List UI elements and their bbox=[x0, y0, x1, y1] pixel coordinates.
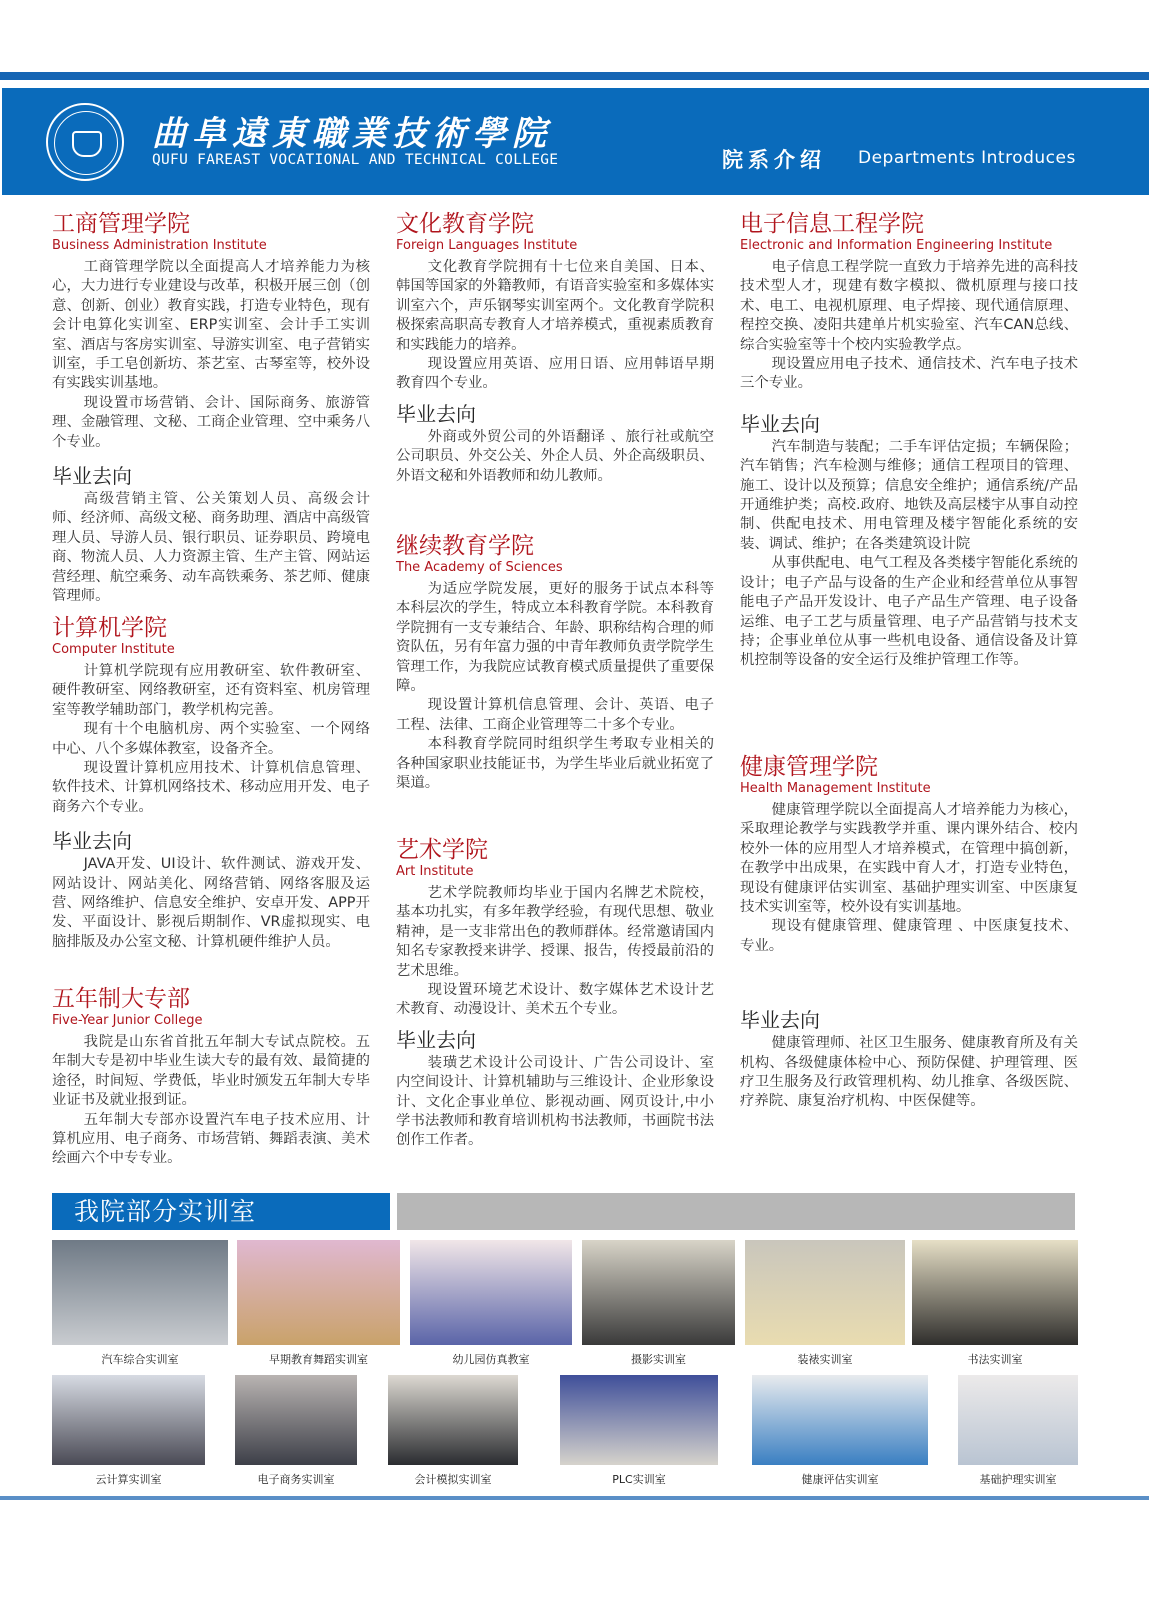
department-section bbox=[52, 614, 370, 952]
department-subtitle-en: Business Administration Institute bbox=[52, 238, 267, 253]
training-room-image bbox=[52, 1240, 228, 1345]
training-room-image bbox=[560, 1375, 718, 1465]
department-description: 现设置市场营销、会计、国际商务、旅游管理、金融管理、文秘、工商企业管理、空中乘务八个专业。 bbox=[52, 394, 370, 450]
department-description: 现设有健康管理、健康管理 、中医康复技术、专业。 bbox=[740, 918, 1078, 954]
career-description: 外商或外贸公司的外语翻译 、旅行社或航空公司职员、外交公关、外企人员、外企高级职员、外语文秘和外语教师和幼儿教师。 bbox=[396, 428, 714, 484]
department-description: 五年制大专部亦设置汽车电子技术应用、计算机应用、电子商务、市场营销、舞蹈表演、美术绘画六个中专专业。 bbox=[52, 1111, 370, 1167]
training-room-caption: 电子商务实训室 bbox=[257, 1473, 335, 1486]
heading-gray-bar bbox=[397, 1193, 1075, 1230]
department-title: 工商管理学院 bbox=[52, 211, 190, 237]
career-heading: 毕业去向 bbox=[740, 411, 820, 436]
department-description: 工商管理学院以全面提高人才培养能力为核心，大力进行专业建设与改革，积极开展三创（创意、创新、创业）教育实践，打造专业特色，现有会计电算化实训室、ERP实训室、会计手工实训室、酒店与客房实训室、导游实训室、电子营销实训室，手工皂创新坊、茶艺室、古琴室等，校外设有实践实训基地。 bbox=[52, 259, 370, 392]
training-room-photo bbox=[235, 1375, 357, 1487]
training-room-photo bbox=[560, 1375, 718, 1487]
department-description: 现设置计算机应用技术、计算机信息管理、软件技术、计算机网络技术、移动应用开发、电子商务六个专业。 bbox=[52, 760, 370, 815]
career-description: 健康管理师、社区卫生服务、健康教育所及有关机构、各级健康体检中心、预防保健、护理管理、医疗卫生服务及行政管理机构、幼儿推拿、各级医院、疗养院、康复治疗机构、中医保健等。 bbox=[740, 1035, 1078, 1110]
training-room-image bbox=[582, 1240, 735, 1345]
department-section bbox=[740, 210, 1078, 671]
training-room-caption: 健康评估实训室 bbox=[801, 1473, 879, 1486]
department-description: 我院是山东省首批五年制大专试点院校。五年制大专是初中毕业生读大专的最有效、最简捷的途径，时间短、学费低，毕业时颁发五年制大专毕业证书及就业报到证。 bbox=[52, 1034, 370, 1109]
section-title-en: Departments Introduces bbox=[858, 148, 1076, 168]
department-description: 计算机学院现有应用教研室、软件教研室、硬件教研室、网络教研室，还有资料室、机房管理室等教学辅助部门，教学机构完善。 bbox=[52, 663, 370, 718]
top-divider bbox=[0, 72, 1149, 80]
department-subtitle-en: Computer Institute bbox=[52, 642, 175, 657]
training-room-image bbox=[388, 1375, 518, 1465]
career-description: 从事供配电、电气工程及各类楼宇智能化系统的设计；电子产品与设备的生产企业和经营单位从事智能电子产品开发设计、电子产品生产管理、电子设备运维、电子工艺与质量管理、电子产品营销与技术支持；企事业单位从事一些机电设备、通信设备及计算机控制等设备的安全运行及维护管理工作等。 bbox=[740, 555, 1078, 669]
career-heading: 毕业去向 bbox=[52, 464, 132, 489]
department-subtitle-en: Health Management Institute bbox=[740, 781, 931, 796]
training-room-photo bbox=[958, 1375, 1078, 1487]
training-room-photo bbox=[237, 1240, 400, 1367]
department-title: 健康管理学院 bbox=[740, 754, 878, 780]
training-room-caption: 装裱实训室 bbox=[797, 1353, 853, 1366]
career-description: 装璜艺术设计公司设计、广告公司设计、室内空间设计、计算机辅助与三维设计、企业形象设计、文化企事业单位、影视动画、网页设计,中小学书法教师和教育培训机构书法教师，书画院书法创作工作者。 bbox=[396, 1054, 714, 1149]
department-title: 电子信息工程学院 bbox=[740, 211, 924, 237]
department-description: 艺术学院教师均毕业于国内名牌艺术院校，基本功扎实，有多年教学经验，有现代思想、敬业精神，是一支非常出色的教师群体。经常邀请国内知名专家教授来讲学、授课、报告，传授最前沿的艺术思维。 bbox=[396, 885, 714, 979]
career-description: 高级营销主管、公关策划人员、高级会计师、经济师、高级文秘、商务助理、酒店中高级管理人员、导游人员、银行职员、证券职员、跨境电商、物流人员、人力资源主管、生产主管、网站运营经理、航空乘务、动车高铁乘务、茶艺师、健康管理师。 bbox=[52, 491, 370, 605]
career-heading: 毕业去向 bbox=[396, 401, 476, 426]
training-room-photo bbox=[52, 1240, 228, 1367]
department-description: 现设置计算机信息管理、会计、英语、电子工程、法律、工商企业管理等二十多个专业。 bbox=[396, 697, 714, 733]
college-logo-icon bbox=[46, 103, 124, 181]
department-subtitle-en: Foreign Languages Institute bbox=[396, 238, 578, 253]
training-room-photo bbox=[410, 1240, 572, 1367]
department-section bbox=[52, 210, 370, 607]
department-section bbox=[740, 753, 1078, 1112]
training-room-image bbox=[235, 1375, 357, 1465]
department-description: 本科教育学院同时组织学生考取专业相关的各种国家职业技能证书，为学生毕业后就业拓宽了渠道。 bbox=[396, 736, 714, 792]
department-section bbox=[396, 532, 714, 793]
department-description: 为适应学院发展，更好的服务于试点本科等本科层次的学生，特成立本科教育学院。本科教育学院拥有一支专兼结合、年龄、职称结构合理的师资队伍，另有年富力强的中青年教师负责学院学生管理工作，为我院应试教育模式质量提供了重要保障。 bbox=[396, 581, 714, 695]
training-room-caption: 书法实训室 bbox=[967, 1353, 1023, 1366]
training-room-caption: 基础护理实训室 bbox=[979, 1473, 1057, 1486]
department-subtitle-en: The Academy of Sciences bbox=[396, 560, 563, 575]
department-subtitle-en: Electronic and Information Engineering Institute bbox=[740, 238, 1053, 253]
career-description: JAVA开发、UI设计、软件测试、游戏开发、网站设计、网站美化、网络营销、网络客服及运营、网络维护、信息安全维护、安卓开发、APP开发、平面设计、影视后期制作、VR虚拟现实、电脑排版及办公室文秘、计算机硬件维护人员。 bbox=[52, 856, 370, 950]
career-description: 汽车制造与装配；二手车评估定损；车辆保险；汽车销售；汽车检测与维修；通信工程项目的管理、施工、设计以及预算；信息安全维护；通信系统/产品开通维护类；高校.政府、地铁及高层楼宇从事自动控制、供配电技术、用电管理及楼宇智能化系统的安装、调试、维护；在各类建筑设计院 bbox=[740, 438, 1078, 552]
training-room-caption: PLC实训室 bbox=[612, 1473, 666, 1486]
section-title-cn: 院系介绍 bbox=[722, 148, 826, 172]
department-title: 五年制大专部 bbox=[52, 986, 190, 1012]
bottom-divider bbox=[0, 1496, 1149, 1500]
department-title: 继续教育学院 bbox=[396, 533, 534, 559]
college-name-cn: 曲阜遠東職業技術學院 bbox=[152, 114, 552, 154]
training-room-caption: 摄影实训室 bbox=[631, 1353, 686, 1366]
career-heading: 毕业去向 bbox=[396, 1027, 476, 1052]
training-room-photo bbox=[388, 1375, 518, 1487]
training-room-image bbox=[237, 1240, 400, 1345]
department-description: 现设置环境艺术设计、数字媒体艺术设计艺术教育、动漫设计、美术五个专业。 bbox=[396, 982, 714, 1018]
department-description: 现设置应用电子技术、通信技术、汽车电子技术三个专业。 bbox=[740, 356, 1078, 392]
training-room-caption: 早期教育舞蹈实训室 bbox=[269, 1353, 368, 1366]
department-description: 电子信息工程学院一直致力于培养先进的高科技技术型人才，现建有数字模拟、微机原理与接口技术、电工、电视机原理、电子焊接、现代通信原理、程控交换、凌阳共建单片机实验室、汽车CAN总线、综合实验室等十个校内实验教学点。 bbox=[740, 259, 1078, 353]
training-room-photo bbox=[752, 1375, 928, 1487]
training-room-photo bbox=[582, 1240, 735, 1367]
training-rooms-heading: 我院部分实训室 bbox=[52, 1193, 390, 1230]
department-title: 文化教育学院 bbox=[396, 211, 534, 237]
department-description: 现设置应用英语、应用日语、应用韩语早期教育四个专业。 bbox=[396, 356, 714, 392]
career-heading: 毕业去向 bbox=[740, 1008, 820, 1033]
training-room-caption: 汽车综合实训室 bbox=[101, 1353, 179, 1366]
training-room-caption: 会计模拟实训室 bbox=[414, 1473, 492, 1486]
training-room-image bbox=[410, 1240, 572, 1345]
college-name-en: QUFU FAREAST VOCATIONAL AND TECHNICAL COLLEGE bbox=[152, 152, 559, 168]
training-room-image bbox=[958, 1375, 1078, 1465]
header-banner bbox=[2, 88, 1149, 195]
department-subtitle-en: Art Institute bbox=[396, 864, 474, 879]
career-heading: 毕业去向 bbox=[52, 829, 132, 854]
department-description: 文化教育学院拥有十七位来自美国、日本、韩国等国家的外籍教师，有语音实验室和多媒体实训室六个，声乐钢琴实训室两个。文化教育学院积极探索高职高专教育人才培养模式，重视素质教育和实践能力的培养。 bbox=[396, 259, 714, 353]
training-room-image bbox=[745, 1240, 905, 1345]
training-room-image bbox=[912, 1240, 1078, 1345]
training-room-photo bbox=[745, 1240, 905, 1367]
training-room-caption: 云计算实训室 bbox=[95, 1473, 162, 1486]
department-section bbox=[396, 210, 714, 486]
department-section bbox=[52, 985, 370, 1169]
department-title: 艺术学院 bbox=[396, 837, 488, 863]
department-description: 健康管理学院以全面提高人才培养能力为核心，采取理论教学与实践教学并重、课内课外结合、校内校外一体的应用型人才培养模式，在管理中搞创新，在教学中出成果，在实践中育人才，打造专业特色，现设有健康评估实训室、基础护理实训室、中医康复技术实训室等，校外设有实训基地。 bbox=[740, 802, 1078, 916]
department-subtitle-en: Five-Year Junior College bbox=[52, 1013, 203, 1028]
training-room-image bbox=[752, 1375, 928, 1465]
training-room-photo bbox=[52, 1375, 205, 1487]
department-description: 现有十个电脑机房、两个实验室、一个网络中心、八个多媒体教室，设备齐全。 bbox=[52, 721, 370, 757]
training-room-photo bbox=[912, 1240, 1078, 1367]
training-room-image bbox=[52, 1375, 205, 1465]
department-title: 计算机学院 bbox=[52, 615, 167, 641]
department-section bbox=[396, 836, 714, 1151]
training-room-caption: 幼儿园仿真教室 bbox=[452, 1353, 530, 1366]
